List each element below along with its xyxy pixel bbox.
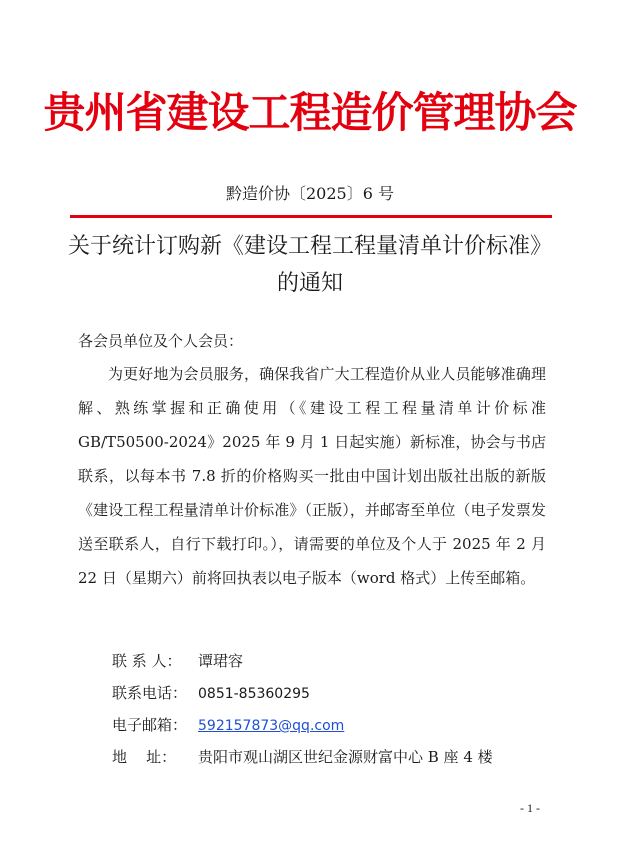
notice-title: 关于统计订购新《建设工程工程量清单计价标准》的通知 xyxy=(67,234,552,296)
contact-person-value: 谭珺容 xyxy=(198,652,244,670)
document-number: 黔造价协〔2025〕6 号 xyxy=(226,184,394,203)
contact-email-row xyxy=(112,710,552,742)
email-link[interactable]: 592157873@qq.com xyxy=(198,718,345,734)
contact-person-label: 联 系 人： xyxy=(112,652,182,670)
contact-address-label: 地 址： xyxy=(112,748,177,766)
contact-block xyxy=(112,646,552,774)
contact-phone-value: 0851-85360295 xyxy=(198,686,310,702)
organization-masthead: 贵州省建设工程造价管理协会 xyxy=(43,88,577,137)
contact-person-row xyxy=(112,646,552,678)
page-number: - 1 - xyxy=(520,801,540,815)
salutation: 各会员单位及个人会员： xyxy=(78,332,244,350)
contact-phone-row xyxy=(112,678,552,710)
red-divider-line xyxy=(70,215,552,218)
contact-email-label: 电子邮箱： xyxy=(112,716,188,734)
contact-phone-label: 联系电话： xyxy=(112,684,188,702)
contact-address-value: 贵阳市观山湖区世纪金源财富中心 B 座 4 楼 xyxy=(198,748,493,766)
contact-address-row xyxy=(112,742,552,774)
body-paragraph: 为更好地为会员服务，确保我省广大工程造价从业人员能够准确理解、熟练掌握和正确使用（《建设工程工程量清单计价标准 GB/T50500-2024》2025 年 9 月 1 日起实施）新标准，协会与书店联系，以每本书 7.8 折的价格购买一批由中国计划出版社出版的新版《建设工程工程量清单计价标准》（正版），并邮寄至单位（电子发票发送至联系人，自行下载打印。），请需要的单位及个人于 2025 年 2 月 22 日（星期六）前将回执表以电子版本（word 格式）上传至邮箱。 xyxy=(78,365,546,587)
